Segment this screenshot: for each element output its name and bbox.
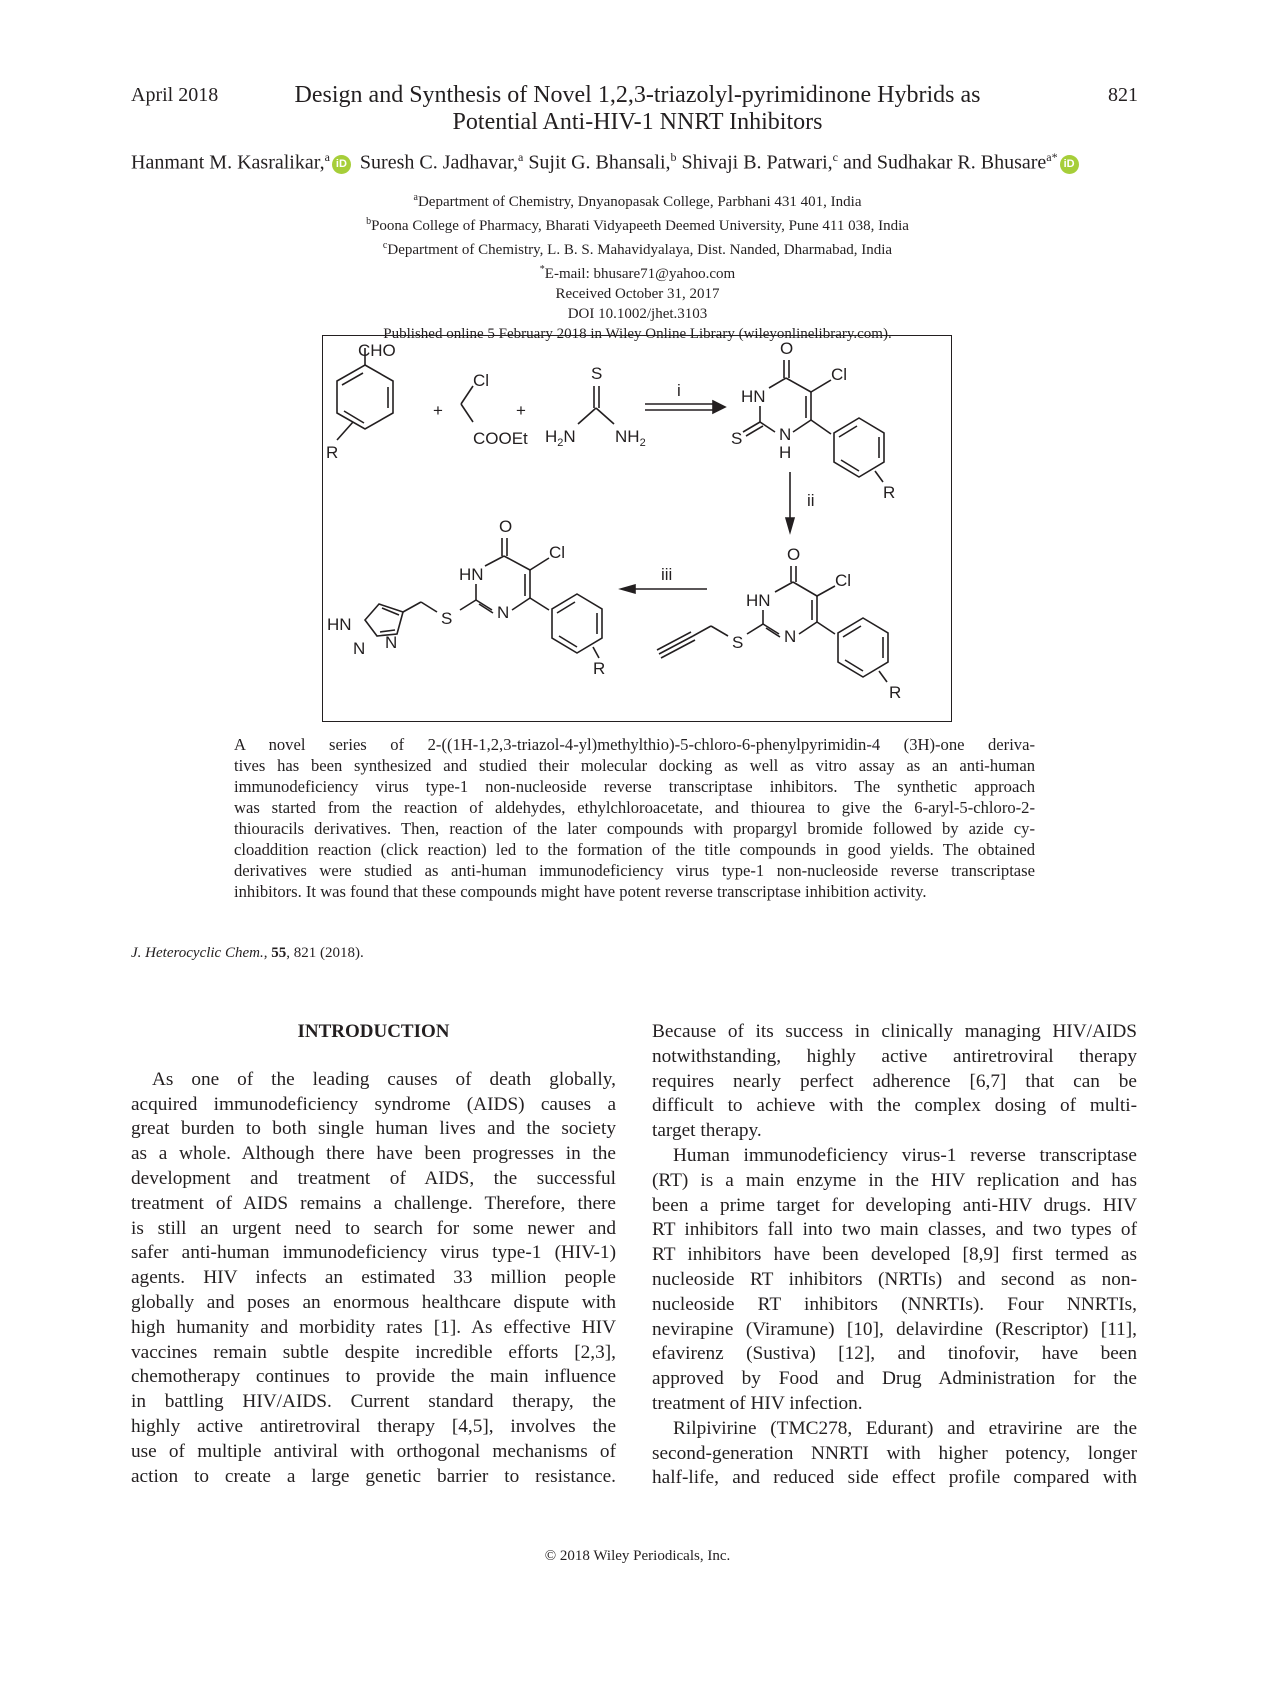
reaction-arrow-i [645,381,725,413]
reaction-arrow-iii [621,565,707,593]
body-line: highly active antiretroviral therapy [4,5], involves the [131,1415,616,1437]
abstract-line: inhibitors. It was found that these compounds might have potent reverse transcriptase inhibition activity. [234,882,927,901]
body-line: use of multiple antiviral with orthogonal mechanisms of [131,1440,616,1462]
body-line: is still an urgent need to search for some newer and [131,1217,616,1239]
body-line: RT inhibitors fall into two main classes, and two types of [652,1219,1137,1241]
benzaldehyde-structure [326,341,396,462]
triazolyl-pyrimidinone-structure [327,517,605,678]
published-online: Published online 5 February 2018 in Wiley Online Library (wileyonlinelibrary.com). [383,326,892,342]
abstract [234,734,1035,902]
s-label: S [732,633,744,652]
page-number: 821 [1108,84,1138,106]
h-label: H [779,443,792,462]
orcid-icon[interactable]: iD [332,155,351,174]
o-label: O [499,517,513,536]
r-label: R [326,443,339,462]
n-label: N [779,425,792,444]
body-line: action to create a large genetic barrier to resistance. [131,1465,616,1487]
body-line: high humanity and morbidity rates [1]. As effective HIV [131,1316,616,1338]
section-heading: INTRODUCTION [297,1021,450,1042]
body-line: Human immunodeficiency virus-1 reverse transcriptase [673,1144,1137,1166]
body-line: chemotherapy continues to provide the main influence [131,1366,616,1388]
r-label: R [889,683,902,702]
journal-name: J. Heterocyclic Chem. [131,945,264,961]
reaction-scheme-svg [323,336,950,720]
body-line: safer anti-human immunodeficiency virus type-1 (HIV-1) [131,1242,616,1264]
cl-label: Cl [473,371,490,390]
plus-sign: + [433,401,443,420]
abstract-line: thiouracils derivatives. Then, reaction of the later compounds with propargyl bromide followed by azide cy- [234,819,1035,838]
cooet-label: COOEt [473,429,528,448]
doi[interactable]: DOI 10.1002/jhet.3103 [567,306,708,322]
body-line: been a prime target for developing anti-HIV drugs. HIV [652,1194,1137,1216]
author-name: Shivaji B. Patwari, [681,151,833,174]
affiliation-a [250,188,1025,212]
affiliation-text: Department of Chemistry, L. B. S. Mahavidyalaya, Dist. Nanded, Dharmabad, India [387,242,893,258]
cl-label: Cl [549,543,566,562]
step-i-label: i [677,381,681,400]
body-line: globally and poses an enormous healthcare dispute with [131,1291,616,1313]
body-line: treatment of AIDS remains a challenge. Therefore, there [131,1192,616,1214]
affiliations [250,188,1025,344]
cl-label: Cl [835,571,852,590]
s-label: S [441,609,453,628]
citation-rest: , 821 (2018). [286,945,364,961]
reaction-arrow-ii [786,472,815,532]
abstract-line: immunodeficiency virus type-1 non-nucleoside reverse transcriptase inhibitors. The synthetic approach [234,777,1035,796]
abstract-line: cloaddition reaction (click reaction) led to the formation of the title compounds in good yields. The obtained [234,840,1035,859]
body-line: difficult to achieve with the complex dosing of multi- [652,1095,1137,1117]
body-line: efavirenz (Sustiva) [12], and tinofovir, have been [652,1343,1137,1365]
s-label: S [591,364,603,383]
left-column [131,1020,616,1489]
affiliation-marker: b [670,150,677,164]
step-ii-label: ii [807,491,815,510]
body-line: development and treatment of AIDS, the successful [131,1167,616,1189]
propargylthio-pyrimidinone-structure [657,545,901,702]
issue-date: April 2018 [131,84,219,106]
abstract-line: A novel series of 2-((1H-1,2,3-triazol-4-yl)methylthio)-5-chloro-6-phenylpyrimidin-4 (3H)-one deriva- [234,735,1035,754]
affiliation-b [250,212,1025,236]
h2n-label: $H_2N$ [545,427,576,449]
body-line: nevirapine (Viramune) [10], delavirdine (Rescriptor) [11], [652,1318,1137,1340]
affiliation-marker: a [324,150,330,164]
title-line: Design and Synthesis of Novel 1,2,3-triazolyl-pyrimidinone Hybrids as [294,82,981,108]
body-line: target therapy. [652,1120,762,1142]
affiliation-marker: a [517,150,524,164]
body-line: agents. HIV infects an estimated 33 million people [131,1267,616,1289]
body-line: Because of its success in clinically managing HIV/AIDS [652,1021,1137,1042]
body-line: approved by Food and Drug Administration for the [652,1368,1137,1390]
journal-volume: 55 [271,945,287,961]
body-line: great burden to both single human lives and the society [131,1118,616,1140]
body-line: second-generation NNRTI with higher potency, longer [652,1442,1137,1464]
affiliation-marker: * [539,264,545,275]
affiliation-marker: a* [1046,150,1058,164]
abstract-line: tives has been synthesized and studied their molecular docking as well as vitro assay as an anti-human [234,756,1035,775]
hn-label: HN [459,565,484,584]
hn-label: HN [327,615,352,634]
n-label: N [784,627,797,646]
copyright-footer: © 2018 Wiley Periodicals, Inc. [544,1548,731,1564]
hn-label: HN [746,591,771,610]
title-line: Potential Anti-HIV-1 NNRT Inhibitors [452,109,823,135]
corresponding-email [250,260,1025,284]
orcid-icon[interactable]: iD [1060,155,1079,174]
author-name: Sujit G. Bhansali, [528,151,671,174]
plus-sign: + [516,401,526,420]
o-label: O [787,545,801,564]
cho-label: CHO [358,341,396,360]
r-label: R [593,659,606,678]
cl-label: Cl [831,365,848,384]
thiouracil-structure [731,339,895,502]
body-line: requires nearly perfect adherence [6,7] that can be [652,1070,1137,1092]
body-line: treatment of HIV infection. [652,1392,863,1414]
journal-citation: J. Heterocyclic Chem., 55, 821 (2018). [131,945,364,961]
step-iii-label: iii [661,565,673,584]
affiliation-marker: c [382,240,388,251]
affiliation-text: Department of Chemistry, Dnyanopasak College, Parbhani 431 401, India [417,194,862,210]
affiliation-marker: b [366,216,372,227]
thiourea-structure [545,364,646,449]
s-label: S [731,429,743,448]
hn-label: HN [741,387,766,406]
n-label: N [385,633,398,652]
reaction-scheme [322,335,952,722]
affiliation-c [250,236,1025,260]
affiliation-text: Poona College of Pharmacy, Bharati Vidyapeeth Deemed University, Pune 411 038, India [371,218,909,234]
n-label: N [353,639,366,658]
affiliation-marker: c [832,150,838,164]
affiliation-marker: a [413,192,418,203]
abstract-line: was started from the reaction of aldehydes, ethylchloroacetate, and thiourea to give the 6-aryl-5-chloro-2- [234,798,1035,817]
author-list [131,144,1141,176]
author-name: Suresh C. Jadhavar, [359,151,518,174]
email-text[interactable]: E-mail: bhusare71@yahoo.com [544,266,736,282]
article-title [250,82,1025,136]
body-line: half-life, and reduced side effect profile compared with [652,1467,1137,1489]
abstract-line: derivatives were studied as anti-human immunodeficiency virus type-1 non-nucleoside reverse transcriptase [234,861,1035,880]
author-name: and Sudhakar R. Bhusare [842,151,1047,174]
body-line: acquired immunodeficiency syndrome (AIDS) causes a [131,1093,616,1115]
body-line: As one of the leading causes of death globally, [152,1068,616,1090]
body-line: Rilpivirine (TMC278, Edurant) and etravirine are the [673,1417,1137,1439]
author-name: Hanmant M. Kasralikar, [131,151,325,174]
body-line: in battling HIV/AIDS. Current standard therapy, the [131,1391,616,1413]
body-line: vaccines remain subtle despite incredible efforts [2,3], [131,1341,616,1363]
body-line: notwithstanding, highly active antiretroviral therapy [652,1045,1137,1067]
nh2-label: $NH_2$ [615,427,646,449]
body-line: RT inhibitors have been developed [8,9] first termed as [652,1244,1137,1266]
body-line: as a whole. Although there have been progresses in the [131,1143,616,1165]
right-column [652,1020,1137,1491]
received-date: Received October 31, 2017 [555,286,720,302]
n-label: N [497,603,510,622]
r-label: R [883,483,896,502]
body-line: nucleoside RT inhibitors (NRTIs) and second as non- [652,1268,1137,1290]
body-line: nucleoside RT inhibitors (NNRTIs). Four NNRTIs, [652,1293,1137,1315]
body-line: (RT) is a main enzyme in the HIV replication and has [652,1169,1137,1191]
o-label: O [780,339,794,358]
